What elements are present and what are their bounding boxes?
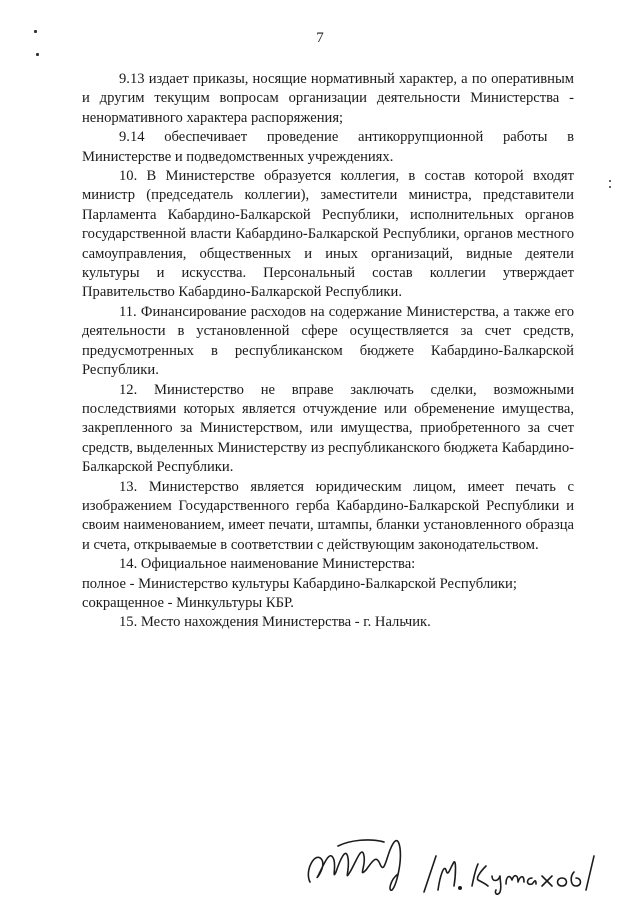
paragraph-10: 10. В Министерстве образуется коллегия, в состав которой входят министр (председатель коллегии), заместители министра, представители Парламента Кабардино-Балкарской Республики, исполнительных органов государственной власти Кабардино-Балкарской Республики, органов местного самоуправления, общественных и иных организаций, видные деятели культуры и искусства. Персональный состав коллегии утверждает Правительство Кабардино-Балкарской Республики. [82, 168, 574, 301]
paragraph-13: 13. Министерство является юридическим лицом, имеет печать с изображением Государственного герба Кабардино-Балкарской Республики и своим наименованием, имеет печати, штампы, бланки установленного образца и счета, открываемые в соответствии с действующим законодательством. [82, 478, 574, 553]
paragraph-14-full-name: полное - Министерство культуры Кабардино-Балкарской Республики; [82, 575, 517, 592]
scan-speck [36, 53, 39, 56]
handwritten-signature [300, 820, 600, 900]
paragraph-9-13: 9.13 издает приказы, носящие нормативный характер, а по оперативным и другим текущим вопросам организации деятельности Министерства - ненормативного характера распоряжения; [82, 71, 574, 126]
signature-drawing [300, 820, 600, 900]
scan-speck [34, 30, 37, 33]
page-number: 7 [316, 30, 324, 46]
paragraph-11: 11. Финансирование расходов на содержание Министерства, а также его деятельности в установленной сфере осуществляется за счет средств, предусмотренных в республиканском бюджете Кабардино-Балкарской Республики. [82, 303, 574, 379]
scan-speck [609, 180, 611, 182]
paragraph-14-short-name: сокращенное - Минкультуры КБР. [82, 594, 294, 611]
document-body [82, 70, 574, 633]
paragraph-14: 14. Официальное наименование Министерства: [119, 556, 416, 573]
paragraph-12: 12. Министерство не вправе заключать сделки, возможными последствиями которых является отчуждение или обременение имущества, закрепленного за Министерством, или имущества, приобретенного за счет средств, выделенных Министерству из республиканского бюджета Кабардино-Балкарской Республики. [82, 381, 574, 476]
paragraph-15: 15. Место нахождения Министерства - г. Нальчик. [119, 614, 431, 631]
paragraph-9-14: 9.14 обеспечивает проведение антикоррупционной работы в Министерстве и подведомственных учреждениях. [82, 129, 574, 165]
scan-speck [609, 186, 611, 188]
